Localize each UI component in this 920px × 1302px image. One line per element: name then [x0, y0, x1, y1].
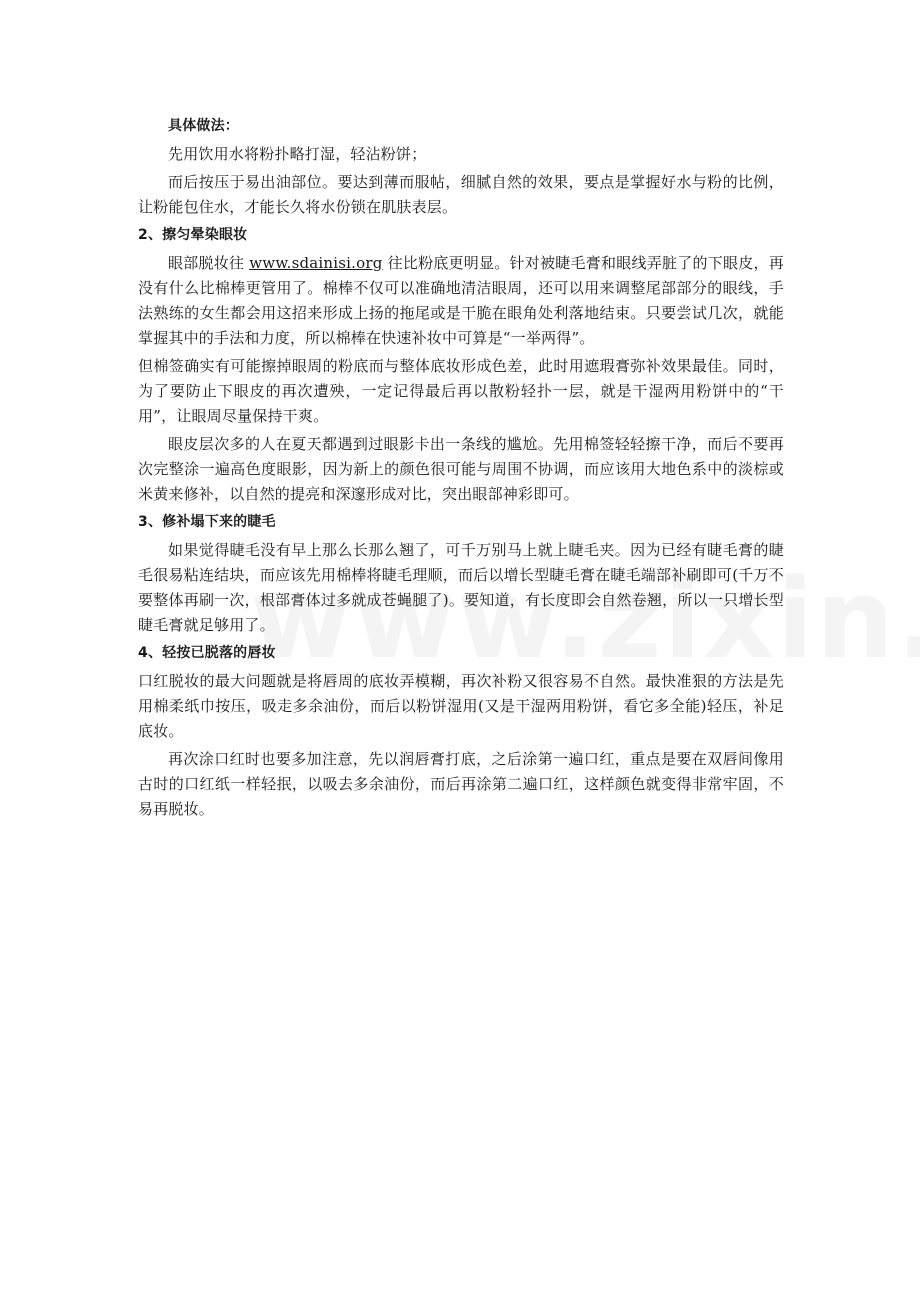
section-2-text-after-link: 往比粉底更明显。针对被睫毛膏和眼线弄脏了的下眼皮，再没有什么比棉棒更管用了。棉棒不仅可以准确地清洁眼周，还可以用来调整尾部部分的眼线，手法熟练的女生都会用这招来形成上扬的拖尾或是干脆在眼角处利落地结束。只要尝试几次，就能掌握其中的手法和力度，所以棉棒在快速补妆中可算是“一举两得”。 — [138, 254, 784, 347]
intro-paragraph-1: 先用饮用水将粉扑略打湿，轻沾粉饼； — [168, 145, 427, 163]
intro-paragraph-2: 而后按压于易出油部位。要达到薄而服帖，细腻自然的效果，要点是掌握好水与粉的比例，让粉能包住水，才能长久将水份锁在肌肤表层。 — [138, 173, 784, 216]
method-heading: 具体做法： — [168, 118, 239, 134]
section-2-text-before-link: 眼部脱妆往 — [168, 254, 250, 272]
section-2-paragraph-1 — [138, 251, 784, 351]
website-link[interactable]: www.sdainisi.org — [249, 254, 383, 272]
section-3-paragraph-1: 如果觉得睫毛没有早上那么长那么翘了，可千万别马上就上睫毛夹。因为已经有睫毛膏的睫毛很易粘连结块，而应该先用棉棒将睫毛理顺，而后以增长型睫毛膏在睫毛端部补刷即可(千万不要整体再刷一次，根部膏体过多就成苍蝇腿了)。要知道，有长度即会自然卷翘，所以一只增长型睫毛膏就足够用了。 — [138, 541, 784, 634]
section-2-heading: 2、擦匀晕染眼妆 — [138, 227, 248, 243]
section-4-paragraph-1: 口红脱妆的最大问题就是将唇周的底妆弄模糊，再次补粉又很容易不自然。最快准狠的方法是先用棉柔纸巾按压，吸走多余油份，而后以粉饼湿用(又是干湿两用粉饼，看它多全能)轻压，补足底妆。 — [138, 672, 784, 740]
section-2-paragraph-2: 但棉签确实有可能擦掉眼周的粉底而与整体底妆形成色差，此时用遮瑕膏弥补效果最佳。同时，为了要防止下眼皮的再次遭殃，一定记得最后再以散粉轻扑一层，就是干湿两用粉饼中的“干用”，让眼周尽量保持干爽。 — [138, 357, 784, 425]
section-4-paragraph-2: 再次涂口红时也要多加注意，先以润唇膏打底，之后涂第一遍口红，重点是要在双唇间像用古时的口红纸一样轻抿，以吸去多余油份，而后再涂第二遍口红，这样颜色就变得非常牢固，不易再脱妆。 — [138, 750, 784, 818]
section-4-heading: 4、轻按已脱落的唇妆 — [138, 645, 276, 661]
section-2-paragraph-3: 眼皮层次多的人在夏天都遇到过眼影卡出一条线的尴尬。先用棉签轻轻擦干净，而后不要再次完整涂一遍高色度眼影，因为新上的颜色很可能与周围不协调，而应该用大地色系中的淡棕或米黄来修补，以自然的提亮和深邃形成对比，突出眼部神彩即可。 — [138, 435, 784, 503]
document-page — [138, 114, 784, 825]
section-3-heading: 3、修补塌下来的睫毛 — [138, 514, 276, 530]
